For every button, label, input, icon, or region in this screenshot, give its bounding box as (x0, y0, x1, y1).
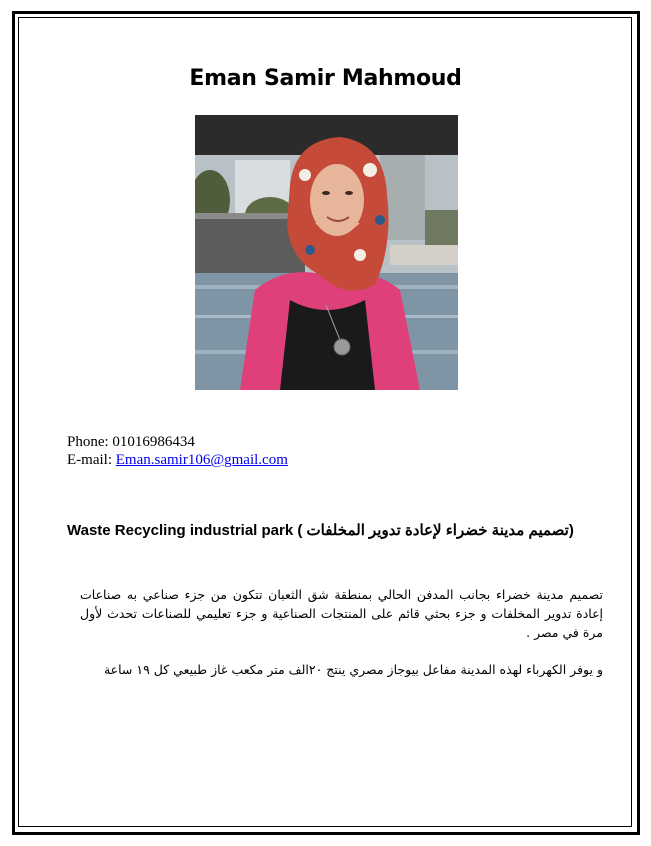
email-line (67, 451, 288, 469)
phone-line (67, 433, 288, 451)
email-label: E-mail: (67, 452, 112, 468)
contact-block (67, 433, 288, 469)
project-title-arabic: (تصميم مدينة خضراء لإعادة تدوير المخلفات ) (297, 522, 574, 539)
project-energy-paragraph: و يوفر الكهرباء لهذه المدينة مفاعل بيوجاز مصري ينتج ٢٠الف متر مكعب غاز طبيعي كل ١٩ ساعة (103, 662, 603, 677)
email-link[interactable]: Eman.samir106@gmail.com (115, 452, 288, 468)
project-description-paragraph: تصميم مدينة خضراء بجانب المدفن الحالي بمنطقة شق الثعبان تتكون من جزء صناعي به صناعات إعادة تدوير المخلفات و جزء بحثي قائم على المنتجات الصناعية و جزء تعليمي للصناعات تحدث لأول مرة في مصر . (80, 587, 603, 640)
phone-number: 01016986434 (112, 434, 195, 450)
person-name: Eman Samir Mahmoud (189, 66, 462, 91)
project-title-english: Waste Recycling industrial park (67, 522, 294, 539)
project-title (67, 521, 597, 539)
phone-label: Phone: (67, 434, 109, 450)
profile-photo (195, 115, 458, 390)
